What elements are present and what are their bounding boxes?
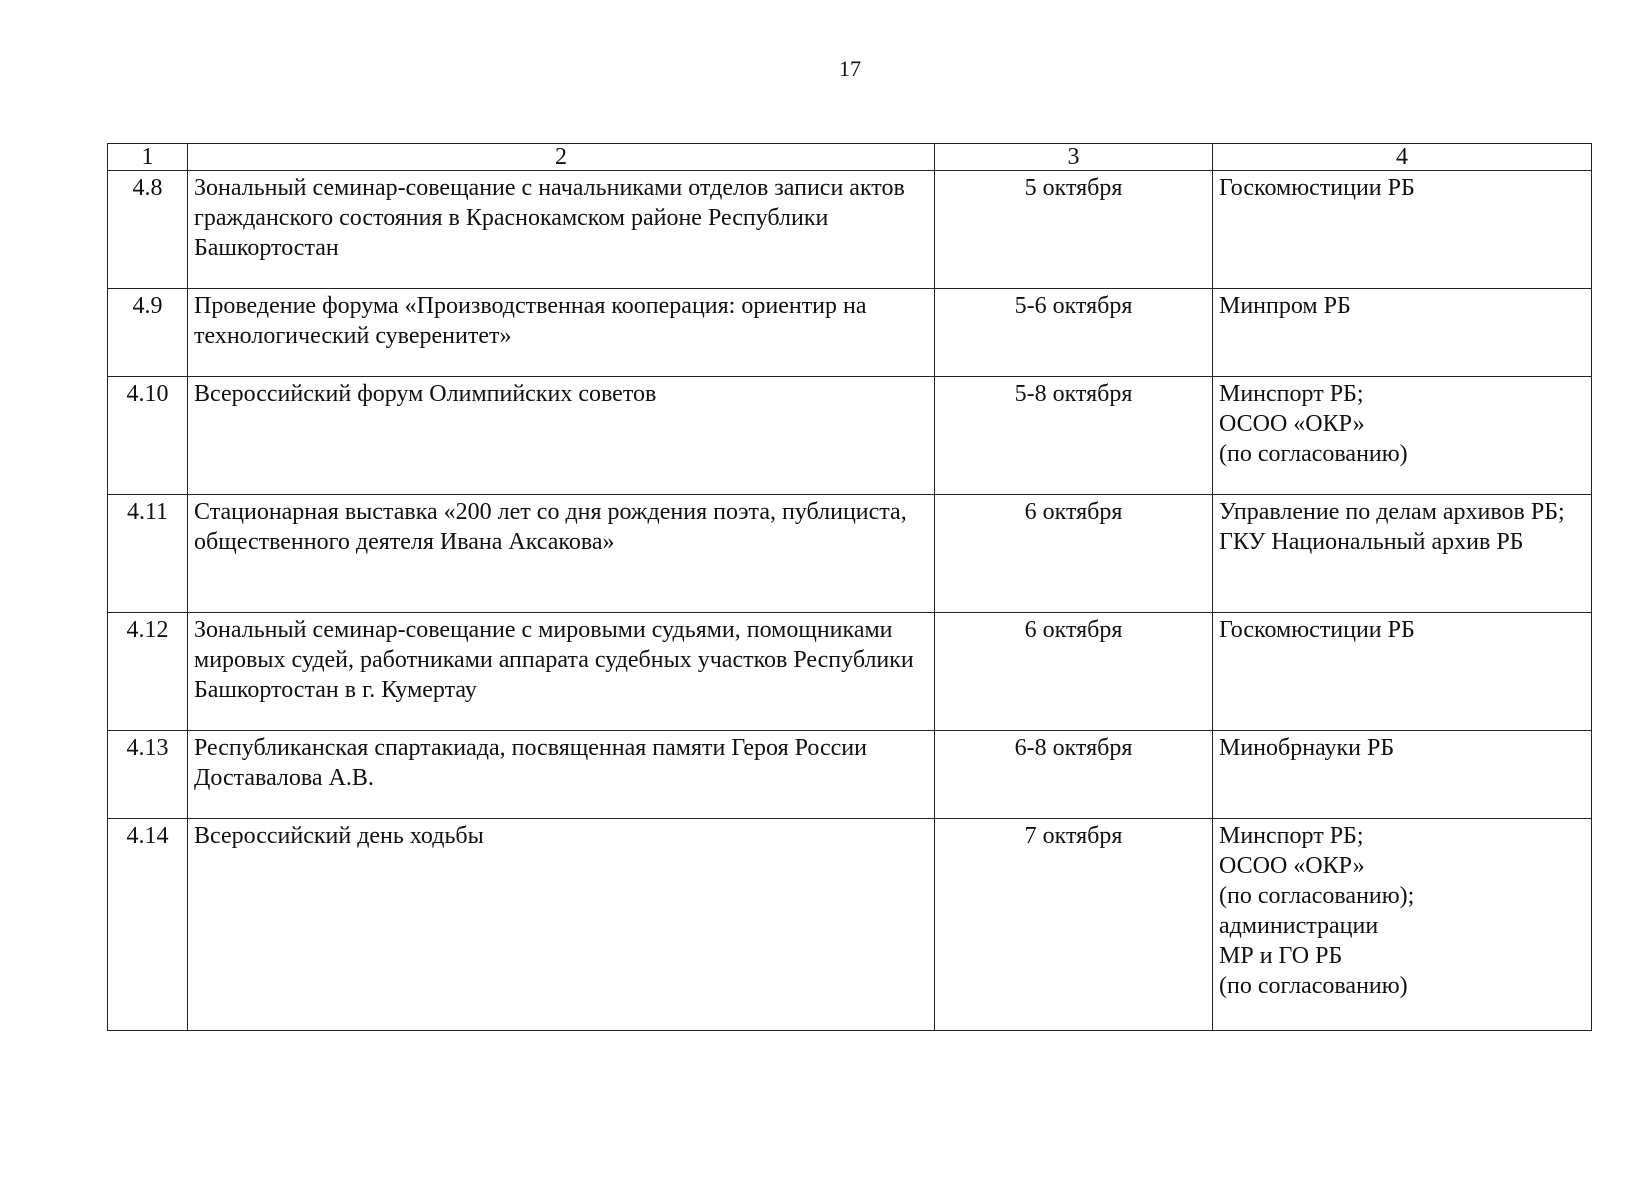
row-number: 4.14 (108, 819, 188, 1031)
responsible (1213, 171, 1592, 289)
page-number: 17 (839, 56, 861, 81)
row-number: 4.9 (108, 289, 188, 377)
event-title: Зональный семинар-совещание с начальниками отделов записи актов гражданского состояния в Краснокамском районе Республики Башкортостан (188, 171, 935, 289)
event-date: 6 октября (935, 495, 1213, 613)
header-col-1: 1 (108, 144, 188, 171)
responsible-line: Минспорт РБ; (1219, 823, 1364, 849)
responsible-line: Минобрнауки РБ (1219, 735, 1395, 761)
responsible-line: Минспорт РБ; (1219, 381, 1364, 407)
event-date: 6 октября (935, 613, 1213, 731)
header-col-3: 3 (935, 144, 1213, 171)
row-number: 4.10 (108, 377, 188, 495)
event-title: Проведение форума «Производственная кооперация: ориентир на технологический суверенитет» (188, 289, 935, 377)
responsible (1213, 289, 1592, 377)
responsible-line: (по согласованию); (1219, 883, 1415, 909)
event-date: 7 октября (935, 819, 1213, 1031)
responsible (1213, 377, 1592, 495)
responsible-line: администрации (1219, 913, 1379, 939)
event-title: Зональный семинар-совещание с мировыми судьями, помощниками мировых судей, работниками аппарата судебных участков Республики Башкортостан в г. Кумертау (188, 613, 935, 731)
responsible-line: ОСОО «ОКР» (1219, 411, 1365, 437)
responsible-line: (по согласованию) (1219, 441, 1408, 467)
responsible-line: Госкомюстиции РБ (1219, 175, 1415, 201)
event-title: Всероссийский форум Олимпийских советов (188, 377, 935, 495)
responsible (1213, 613, 1592, 731)
event-title: Всероссийский день ходьбы (188, 819, 935, 1031)
table-row (108, 819, 1592, 1031)
responsible (1213, 495, 1592, 613)
table-row (108, 289, 1592, 377)
responsible-line: ГКУ Национальный архив РБ (1219, 529, 1524, 555)
event-title: Стационарная выставка «200 лет со дня рождения поэта, публициста, общественного деятеля Ивана Аксакова» (188, 495, 935, 613)
row-number: 4.11 (108, 495, 188, 613)
event-date: 5-8 октября (935, 377, 1213, 495)
responsible-line: Госкомюстиции РБ (1219, 617, 1415, 643)
table-row (108, 495, 1592, 613)
event-date: 6-8 октября (935, 731, 1213, 819)
responsible (1213, 819, 1592, 1031)
header-col-2: 2 (188, 144, 935, 171)
table-row (108, 377, 1592, 495)
responsible-line: Минпром РБ (1219, 293, 1351, 319)
event-date: 5-6 октября (935, 289, 1213, 377)
header-row (108, 144, 1592, 171)
responsible-line: МР и ГО РБ (1219, 943, 1343, 969)
table-row (108, 731, 1592, 819)
responsible-line: (по согласованию) (1219, 973, 1408, 999)
table-row (108, 171, 1592, 289)
table-row (108, 613, 1592, 731)
responsible-line: ОСОО «ОКР» (1219, 853, 1365, 879)
event-title: Республиканская спартакиада, посвященная памяти Героя России Доставалова А.В. (188, 731, 935, 819)
responsible-line: Управление по делам архивов РБ; (1219, 499, 1565, 525)
row-number: 4.8 (108, 171, 188, 289)
responsible (1213, 731, 1592, 819)
row-number: 4.12 (108, 613, 188, 731)
row-number: 4.13 (108, 731, 188, 819)
events-plan-table (107, 143, 1592, 1031)
event-date: 5 октября (935, 171, 1213, 289)
header-col-4: 4 (1213, 144, 1592, 171)
